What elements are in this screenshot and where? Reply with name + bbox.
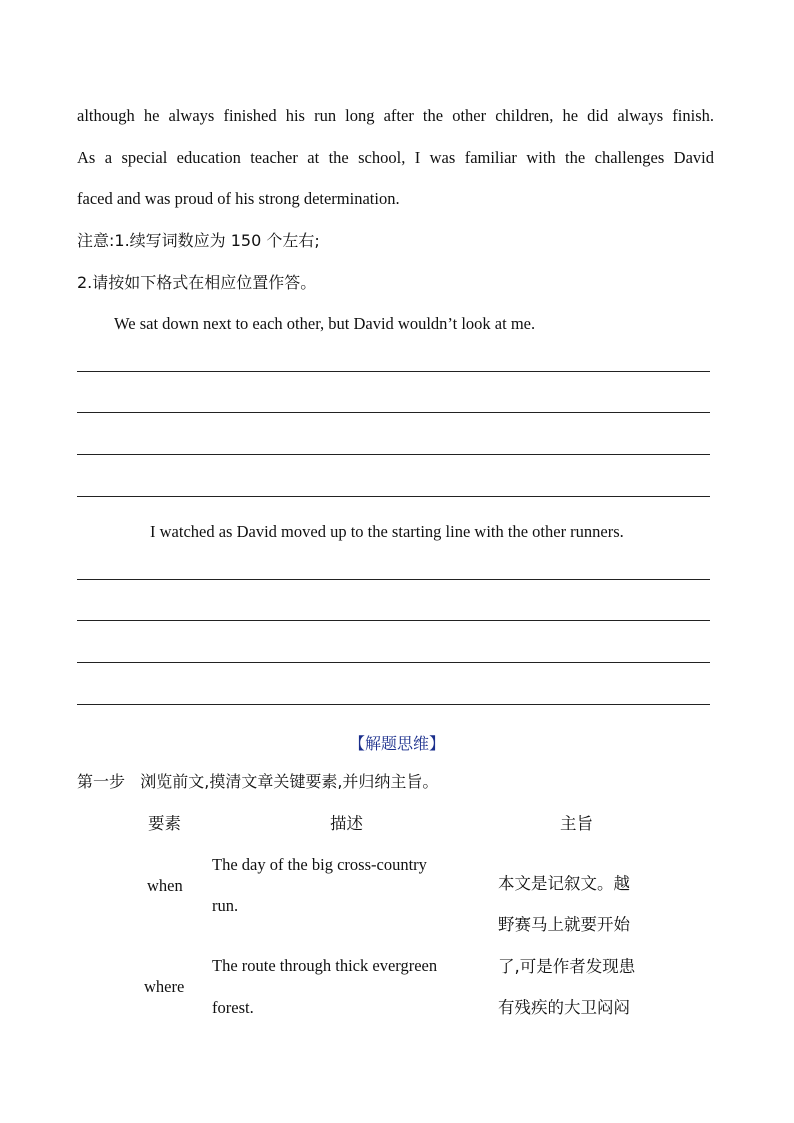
answer-line[interactable]: [77, 371, 710, 372]
answer-line[interactable]: [77, 496, 710, 497]
table-header-element: 要素: [148, 814, 181, 833]
table-row-1-element: when: [147, 876, 183, 895]
theme-line-1: 本文是记叙文。越: [498, 874, 630, 893]
answer-line[interactable]: [77, 662, 710, 663]
answer-line[interactable]: [77, 620, 710, 621]
table-row-2-element: where: [144, 977, 185, 996]
solution-thinking-heading: 【解题思维】: [348, 734, 445, 753]
passage-line-1: although he always finished his run long after the other children, he did always finish.: [77, 106, 714, 125]
paragraph2-start-sentence: I watched as David moved up to the starting line with the other runners.: [150, 522, 624, 541]
note-format: 2.请按如下格式在相应位置作答。: [77, 273, 317, 292]
paragraph1-start-sentence: We sat down next to each other, but David wouldn’t look at me.: [114, 314, 536, 333]
answer-line[interactable]: [77, 412, 710, 413]
answer-line[interactable]: [77, 579, 710, 580]
passage-line-3: faced and was proud of his strong determination.: [77, 189, 400, 208]
theme-line-4: 有残疾的大卫闷闷: [498, 998, 630, 1017]
answer-line[interactable]: [77, 704, 710, 705]
step-1-text: 第一步 浏览前文,摸清文章关键要素,并归纳主旨。: [77, 772, 439, 791]
theme-line-3: 了,可是作者发现患: [498, 957, 636, 976]
table-header-description: 描述: [330, 814, 363, 833]
table-row-1-description-line-1: The day of the big cross-country: [212, 855, 427, 874]
table-header-theme: 主旨: [560, 814, 593, 833]
theme-line-2: 野赛马上就要开始: [498, 915, 630, 934]
table-row-2-description-line-2: forest.: [212, 998, 254, 1017]
note-word-count: 注意:1.续写词数应为 150 个左右;: [77, 231, 320, 250]
table-row-2-description-line-1: The route through thick evergreen: [212, 956, 438, 975]
table-row-1-description-line-2: run.: [212, 896, 239, 915]
passage-line-2: As a special education teacher at the school, I was familiar with the challenges David: [77, 148, 714, 167]
answer-line[interactable]: [77, 454, 710, 455]
